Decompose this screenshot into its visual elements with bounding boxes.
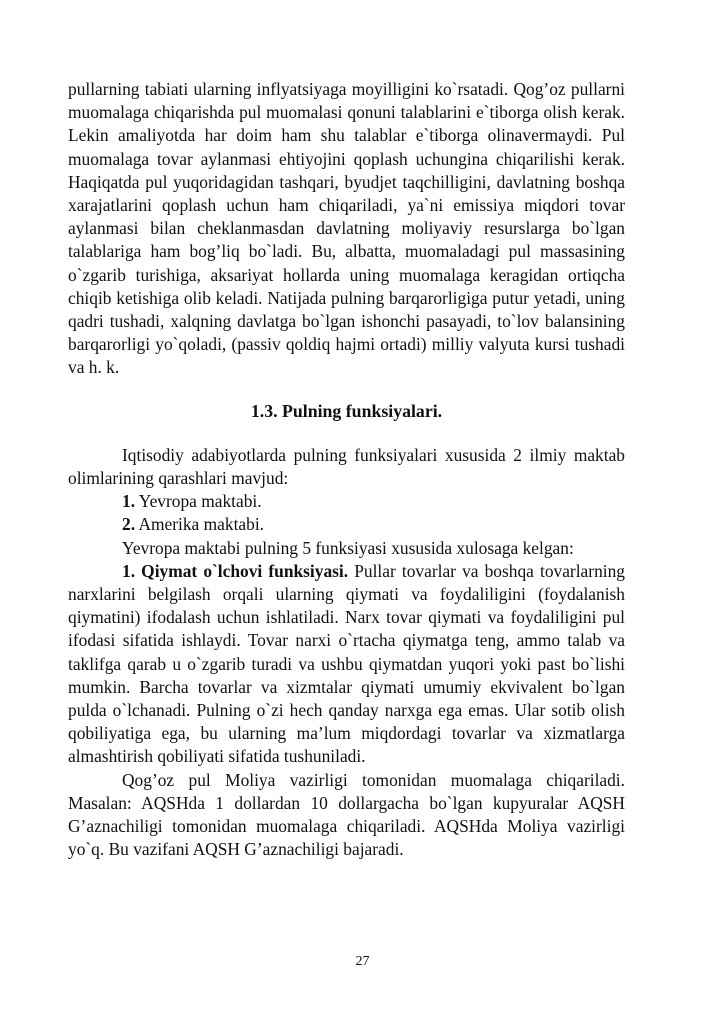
list-item: [68, 490, 625, 513]
spacer: [68, 380, 625, 400]
list-item-number: 2.: [122, 514, 136, 535]
function-number: 1.: [122, 560, 136, 581]
list-item: [68, 513, 625, 536]
paragraph-inflation: pullarning tabiati ularning inflyatsiyaga moyilligini ko`rsatadi. Qog’oz pullarni muomalaga chiqarishda pul muomalasi qonuni talablarini e`tiborga olish kerak. Lekin amaliyotda har doim ham shu talablar e`tiborga olinavermaydi. Pul muomalaga tovar aylanmasi ehtiyojini qoplash uchungina chiqarilishi kerak. Haqiqatda pul yuqoridagidan tashqari, byudjet taqchilligini, davlatning boshqa xarajatlarini qoplash uchun ham chiqariladi, ya`ni emissiya miqdori tovar aylanmasi bilan cheklanmasdan davlatning moliyaviy resurslarga bo`lgan talablariga ham bog’liq bo`ladi. Bu, albatta, muomaladagi pul massasining o`zgarib turishiga, aksariyat hollarda uning muomalaga keragidan ortiqcha chiqib ketishiga olib keladi. Natijada pulning barqarorligiga putur yetadi, uning qadri tushadi, xalqning davlatga bo`lgan ishonchi pasayadi, to`lov balansining barqarorligi yo`qoladi, (passiv qoldiq hajmi ortadi) milliy valyuta kursi tushadi va h. k.: [68, 79, 625, 378]
function-title: Qiymat o`lchovi funksiyasi.: [141, 560, 349, 581]
paragraph-value-measure: [68, 560, 625, 769]
function-description: Pullar tovarlar va boshqa tovarlarning narxlarini belgilash orqali ularning qiymati va foydaliligini (foydalanish qiymatini) ifodalash uchun ishlatiladi. Narx tovar qiymati va foydaliligini pul ifodasi sifatida ishlaydi. Tovar narxi o`rtacha qiymatga teng, ammo talab va taklifga qarab u o`zgarib turadi va ushbu qiymatdan yuqori yoki past bo`lishi mumkin. Barcha tovarlar va xizmtalar qiymati umumiy ekvivalent bo`lgan pulda o`lchanadi. Pulning o`zi hech qanday narxga ega emas. Ular sotib olish qobiliyatiga ega, bu ularning ma’lum miqdordagi tovarlar va xizmatlarga almashtirish qobiliyati sifatida tushuniladi.: [68, 560, 625, 767]
section-heading: 1.3. Pulning funksiyalari.: [250, 400, 443, 421]
list-item-text: Yevropa maktabi.: [138, 491, 262, 512]
page-body: [68, 78, 625, 862]
list-item-number: 1.: [122, 491, 136, 512]
paragraph-european-school: Yevropa maktabi pulning 5 funksiyasi xususida xulosaga kelgan:: [122, 537, 574, 558]
paragraph-paper-money: Qog’oz pul Moliya vazirligi tomonidan muomalaga chiqariladi. Masalan: AQSHda 1 dollardan 10 dollargacha bo`lgan kupyuralar AQSH G’aznachiligi tomonidan muomalaga chiqariladi. AQSHda Moliya vazirligi yo`q. Bu vazifani AQSH G’aznachiligi bajaradi.: [68, 769, 625, 860]
spacer: [68, 423, 625, 444]
paragraph-schools: Iqtisodiy adabiyotlarda pulning funksiyalari xususida 2 ilmiy maktab olimlarining qarashlari mavjud:: [68, 444, 625, 489]
list-item-text: Amerika maktabi.: [138, 514, 264, 535]
page-number: 27: [355, 954, 370, 969]
